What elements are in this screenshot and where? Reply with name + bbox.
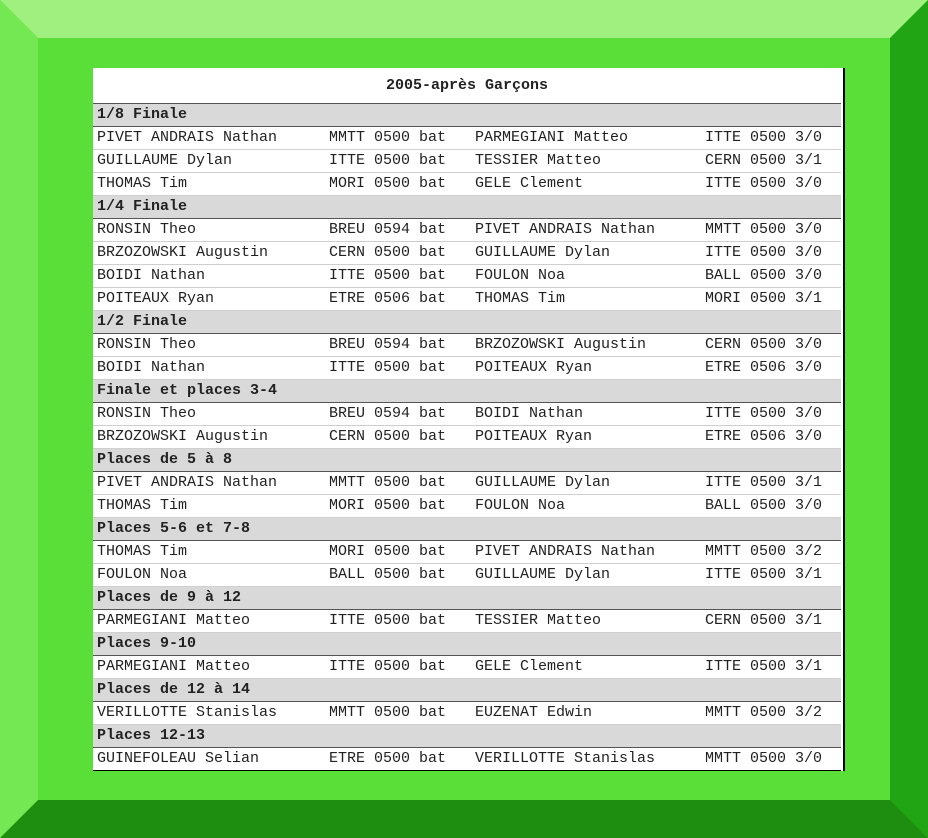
bat-label: bat — [419, 267, 447, 284]
loser-name: GELE Clement — [471, 173, 701, 196]
section-title: Places de 12 à 14 — [93, 679, 841, 702]
loser-club-score — [701, 357, 841, 380]
loser-name: EUZENAT Edwin — [471, 702, 701, 725]
loser-name: GELE Clement — [471, 656, 701, 679]
loser-club: ITTE 0500 — [705, 244, 787, 261]
bat-label: bat — [419, 612, 447, 629]
loser-club-score — [701, 656, 841, 679]
winner-club-bat — [325, 656, 471, 679]
section-header-row — [93, 449, 841, 472]
loser-club-score — [701, 403, 841, 426]
winner-name: VERILLOTTE Stanislas — [93, 702, 325, 725]
winner-name: RONSIN Theo — [93, 334, 325, 357]
winner-club: MORI 0500 — [329, 543, 411, 560]
bat-label: bat — [419, 359, 447, 376]
loser-club-score — [701, 495, 841, 518]
loser-club: MMTT 0500 — [705, 543, 787, 560]
winner-club: ITTE 0500 — [329, 267, 411, 284]
loser-club-score — [701, 173, 841, 196]
match-row — [93, 541, 841, 564]
loser-name: FOULON Noa — [471, 265, 701, 288]
winner-club: CERN 0500 — [329, 428, 411, 445]
match-row — [93, 127, 841, 150]
winner-club: MORI 0500 — [329, 497, 411, 514]
winner-club: MMTT 0500 — [329, 704, 411, 721]
winner-name: GUINEFOLEAU Selian — [93, 748, 325, 771]
match-row — [93, 403, 841, 426]
section-title: Places 9-10 — [93, 633, 841, 656]
winner-club: BALL 0500 — [329, 566, 411, 583]
match-score: 3/0 — [795, 428, 823, 445]
loser-club: ITTE 0500 — [705, 129, 787, 146]
winner-club: ETRE 0500 — [329, 750, 411, 767]
winner-club: BREU 0594 — [329, 336, 411, 353]
loser-name: FOULON Noa — [471, 495, 701, 518]
winner-club: MMTT 0500 — [329, 474, 411, 491]
frame-top-bevel — [0, 0, 928, 38]
loser-club-score — [701, 150, 841, 173]
loser-club: ITTE 0500 — [705, 566, 787, 583]
table-title: 2005-après Garçons — [386, 77, 549, 94]
bat-label: bat — [419, 497, 447, 514]
loser-club-score — [701, 265, 841, 288]
match-score: 3/0 — [795, 405, 823, 422]
loser-name: POITEAUX Ryan — [471, 357, 701, 380]
winner-club-bat — [325, 610, 471, 633]
winner-club: ITTE 0500 — [329, 359, 411, 376]
winner-name: PIVET ANDRAIS Nathan — [93, 127, 325, 150]
loser-name: GUILLAUME Dylan — [471, 242, 701, 265]
loser-name: POITEAUX Ryan — [471, 426, 701, 449]
section-header-row — [93, 518, 841, 541]
loser-club: ITTE 0500 — [705, 474, 787, 491]
match-row — [93, 426, 841, 449]
bat-label: bat — [419, 474, 447, 491]
match-row — [93, 242, 841, 265]
section-title: Places de 5 à 8 — [93, 449, 841, 472]
frame-bottom-bevel — [0, 800, 928, 838]
section-header-row — [93, 104, 841, 127]
winner-club-bat — [325, 357, 471, 380]
winner-club: BREU 0594 — [329, 221, 411, 238]
winner-club: ITTE 0500 — [329, 658, 411, 675]
section-title: Places 5-6 et 7-8 — [93, 518, 841, 541]
winner-club-bat — [325, 150, 471, 173]
loser-name: TESSIER Matteo — [471, 610, 701, 633]
loser-club-score — [701, 564, 841, 587]
winner-club-bat — [325, 288, 471, 311]
loser-club-score — [701, 610, 841, 633]
bat-label: bat — [419, 336, 447, 353]
loser-club-score — [701, 219, 841, 242]
loser-club: ETRE 0506 — [705, 359, 787, 376]
match-score: 3/2 — [795, 704, 823, 721]
loser-name: BOIDI Nathan — [471, 403, 701, 426]
winner-club-bat — [325, 219, 471, 242]
loser-club: MMTT 0500 — [705, 750, 787, 767]
match-row — [93, 656, 841, 679]
match-score: 3/0 — [795, 750, 823, 767]
loser-name: GUILLAUME Dylan — [471, 472, 701, 495]
bat-label: bat — [419, 750, 447, 767]
loser-club: BALL 0500 — [705, 267, 787, 284]
loser-club-score — [701, 127, 841, 150]
loser-club-score — [701, 242, 841, 265]
winner-name: BOIDI Nathan — [93, 265, 325, 288]
loser-name: PIVET ANDRAIS Nathan — [471, 219, 701, 242]
section-title: 1/8 Finale — [93, 104, 841, 127]
match-score: 3/1 — [795, 290, 823, 307]
section-title: 1/2 Finale — [93, 311, 841, 334]
section-header-row — [93, 679, 841, 702]
loser-club: CERN 0500 — [705, 336, 787, 353]
results-table — [93, 68, 841, 771]
match-score: 3/0 — [795, 175, 823, 192]
winner-name: POITEAUX Ryan — [93, 288, 325, 311]
bat-label: bat — [419, 175, 447, 192]
match-score: 3/0 — [795, 267, 823, 284]
section-title: Places 12-13 — [93, 725, 841, 748]
bat-label: bat — [419, 543, 447, 560]
winner-club-bat — [325, 265, 471, 288]
bat-label: bat — [419, 221, 447, 238]
match-row — [93, 219, 841, 242]
section-title: Places de 9 à 12 — [93, 587, 841, 610]
loser-club: ITTE 0500 — [705, 658, 787, 675]
winner-name: GUILLAUME Dylan — [93, 150, 325, 173]
winner-club: CERN 0500 — [329, 244, 411, 261]
match-score: 3/1 — [795, 474, 823, 491]
bat-label: bat — [419, 244, 447, 261]
loser-club: ITTE 0500 — [705, 175, 787, 192]
loser-club: MMTT 0500 — [705, 704, 787, 721]
loser-club-score — [701, 334, 841, 357]
bat-label: bat — [419, 405, 447, 422]
section-header-row — [93, 380, 841, 403]
bat-label: bat — [419, 290, 447, 307]
winner-name: BRZOZOWSKI Augustin — [93, 242, 325, 265]
match-row — [93, 265, 841, 288]
match-row — [93, 702, 841, 725]
winner-club-bat — [325, 564, 471, 587]
table-title-row — [93, 68, 841, 104]
winner-club: ETRE 0506 — [329, 290, 411, 307]
winner-club-bat — [325, 334, 471, 357]
bat-label: bat — [419, 152, 447, 169]
loser-club: CERN 0500 — [705, 152, 787, 169]
winner-name: THOMAS Tim — [93, 541, 325, 564]
section-header-row — [93, 196, 841, 219]
bat-label: bat — [419, 428, 447, 445]
winner-club-bat — [325, 403, 471, 426]
match-row — [93, 472, 841, 495]
loser-club: MORI 0500 — [705, 290, 787, 307]
loser-club: BALL 0500 — [705, 497, 787, 514]
winner-club-bat — [325, 426, 471, 449]
winner-name: BOIDI Nathan — [93, 357, 325, 380]
winner-club: MORI 0500 — [329, 175, 411, 192]
loser-club-score — [701, 288, 841, 311]
match-row — [93, 357, 841, 380]
loser-name: PARMEGIANI Matteo — [471, 127, 701, 150]
match-score: 3/0 — [795, 359, 823, 376]
winner-club-bat — [325, 242, 471, 265]
match-score: 3/1 — [795, 612, 823, 629]
winner-name: PARMEGIANI Matteo — [93, 656, 325, 679]
section-header-row — [93, 725, 841, 748]
match-row — [93, 564, 841, 587]
winner-name: BRZOZOWSKI Augustin — [93, 426, 325, 449]
frame-left-bevel — [0, 0, 38, 838]
bat-label: bat — [419, 129, 447, 146]
winner-name: THOMAS Tim — [93, 495, 325, 518]
loser-name: PIVET ANDRAIS Nathan — [471, 541, 701, 564]
match-row — [93, 748, 841, 771]
loser-club: MMTT 0500 — [705, 221, 787, 238]
loser-club-score — [701, 702, 841, 725]
match-score: 3/0 — [795, 336, 823, 353]
match-score: 3/0 — [795, 129, 823, 146]
loser-name: VERILLOTTE Stanislas — [471, 748, 701, 771]
winner-club-bat — [325, 748, 471, 771]
match-score: 3/2 — [795, 543, 823, 560]
winner-club: BREU 0594 — [329, 405, 411, 422]
winner-name: PIVET ANDRAIS Nathan — [93, 472, 325, 495]
loser-name: GUILLAUME Dylan — [471, 564, 701, 587]
section-header-row — [93, 633, 841, 656]
match-row — [93, 610, 841, 633]
winner-name: THOMAS Tim — [93, 173, 325, 196]
loser-club-score — [701, 748, 841, 771]
match-row — [93, 150, 841, 173]
frame-right-bevel — [890, 0, 928, 838]
winner-club-bat — [325, 541, 471, 564]
winner-club: ITTE 0500 — [329, 152, 411, 169]
match-row — [93, 495, 841, 518]
winner-name: RONSIN Theo — [93, 219, 325, 242]
winner-club-bat — [325, 702, 471, 725]
match-score: 3/1 — [795, 566, 823, 583]
section-title: 1/4 Finale — [93, 196, 841, 219]
loser-club-score — [701, 541, 841, 564]
match-score: 3/0 — [795, 244, 823, 261]
match-score: 3/1 — [795, 152, 823, 169]
results-panel — [93, 68, 845, 771]
winner-club-bat — [325, 173, 471, 196]
bat-label: bat — [419, 658, 447, 675]
section-header-row — [93, 587, 841, 610]
loser-name: TESSIER Matteo — [471, 150, 701, 173]
loser-club-score — [701, 426, 841, 449]
loser-club-score — [701, 472, 841, 495]
winner-club-bat — [325, 495, 471, 518]
winner-name: FOULON Noa — [93, 564, 325, 587]
winner-club: ITTE 0500 — [329, 612, 411, 629]
winner-club-bat — [325, 472, 471, 495]
loser-name: THOMAS Tim — [471, 288, 701, 311]
section-title: Finale et places 3-4 — [93, 380, 841, 403]
winner-club-bat — [325, 127, 471, 150]
match-row — [93, 173, 841, 196]
match-score: 3/0 — [795, 497, 823, 514]
loser-club: CERN 0500 — [705, 612, 787, 629]
section-header-row — [93, 311, 841, 334]
match-score: 3/0 — [795, 221, 823, 238]
bat-label: bat — [419, 566, 447, 583]
loser-club: ETRE 0506 — [705, 428, 787, 445]
match-row — [93, 334, 841, 357]
winner-name: PARMEGIANI Matteo — [93, 610, 325, 633]
match-row — [93, 288, 841, 311]
match-score: 3/1 — [795, 658, 823, 675]
winner-name: RONSIN Theo — [93, 403, 325, 426]
loser-name: BRZOZOWSKI Augustin — [471, 334, 701, 357]
winner-club: MMTT 0500 — [329, 129, 411, 146]
loser-club: ITTE 0500 — [705, 405, 787, 422]
bat-label: bat — [419, 704, 447, 721]
